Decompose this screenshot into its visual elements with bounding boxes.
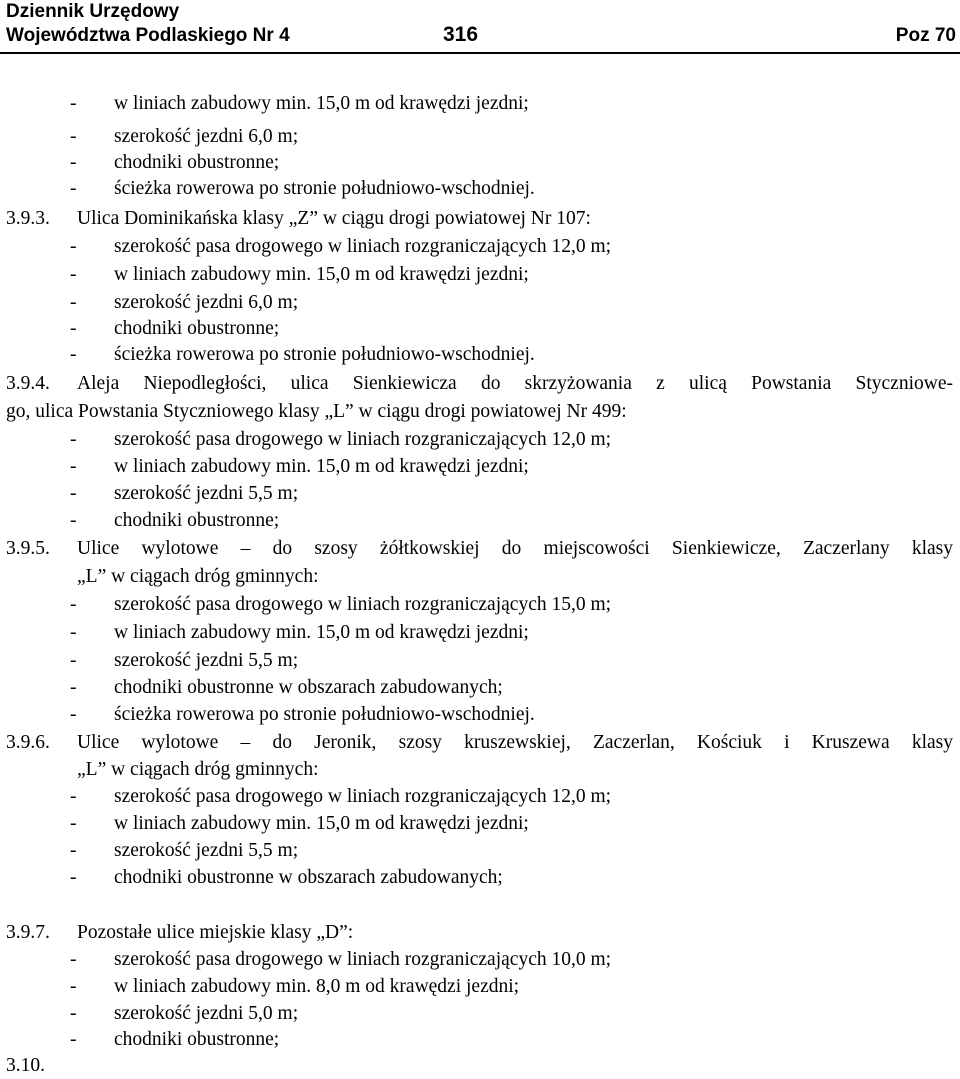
position-number: Poz 70	[895, 25, 956, 46]
section-title: Ulice wylotowe – do Jeronik, szosy kruszewskiej, Zaczerlan, Kościuk i Kruszewa klasy	[77, 732, 953, 753]
header-rule	[0, 52, 960, 54]
section-title: Pozostałe ulice miejskie klasy „D”:	[77, 922, 354, 943]
journal-title: Dziennik Urzędowy	[6, 1, 180, 22]
section-number: 3.9.4.	[6, 373, 50, 394]
section-number: 3.9.5.	[6, 538, 50, 559]
section-number: 3.9.3.	[6, 208, 50, 229]
section-title-continued: „L” w ciągach dróg gminnych:	[77, 566, 319, 587]
section-title-continued: „L” w ciągach dróg gminnych:	[77, 759, 319, 780]
section-title: Aleja Niepodległości, ulica Sienkiewicza do skrzyżowania z ulicą Powstania Styczniowe-	[77, 373, 953, 394]
journal-region: Województwa Podlaskiego Nr 4	[6, 25, 290, 46]
section-number: 3.9.7.	[6, 922, 50, 943]
section-title: Ulica Dominikańska klasy „Z” w ciągu drogi powiatowej Nr 107:	[77, 208, 591, 229]
section-number: 3.9.6.	[6, 732, 50, 753]
section-title: Ulice wylotowe – do szosy żółtkowskiej do miejscowości Sienkiewicze, Zaczerlany klasy	[77, 538, 953, 559]
page-number: 316	[443, 23, 479, 46]
section-number: 3.10.	[6, 1055, 45, 1076]
section-title-continued: go, ulica Powstania Styczniowego klasy „L” w ciągu drogi powiatowej Nr 499:	[6, 401, 627, 422]
